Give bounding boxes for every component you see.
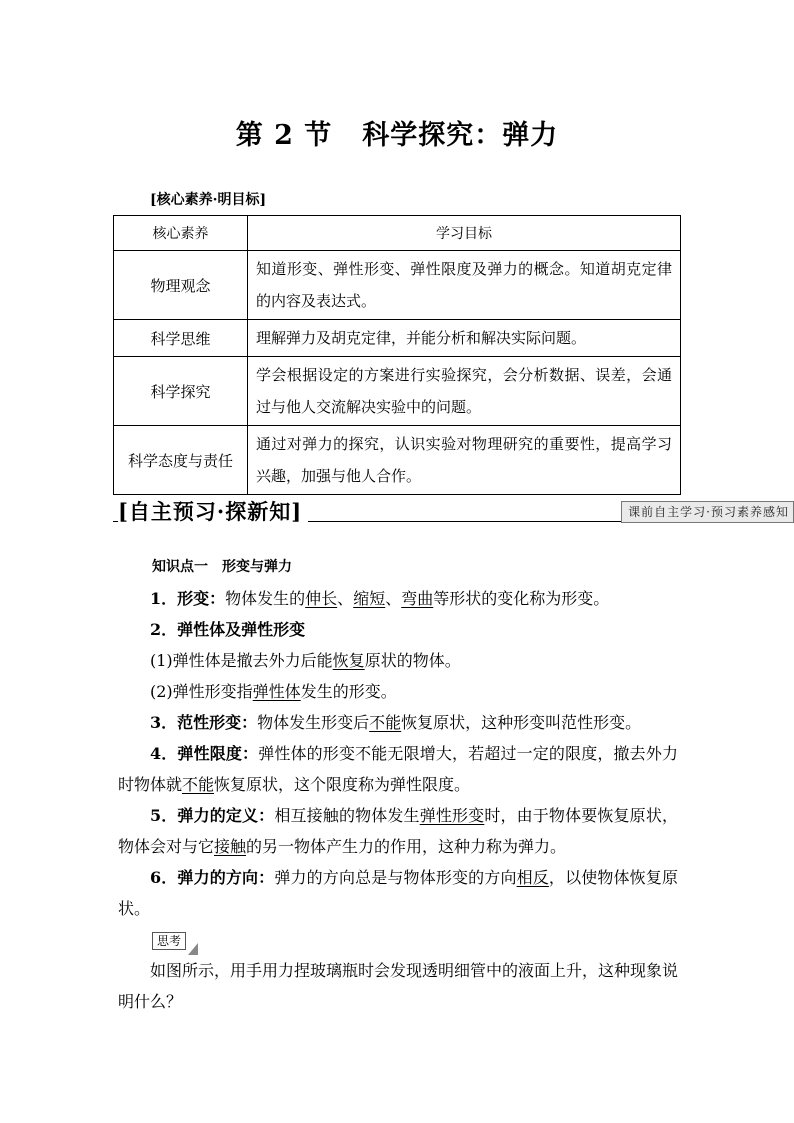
knowledge-point-title: 知识点一 形变与弹力 [152, 559, 292, 575]
column-header: 学习目标 [248, 216, 681, 251]
column-header: 核心素养 [114, 216, 248, 251]
think-question: 如图所示，用手用力捏玻璃瓶时会发现透明细管中的液面上升，这种现象说明什么？ [118, 961, 679, 1011]
literacy-name: 科学态度与责任 [114, 426, 248, 495]
literacy-name: 科学探究 [114, 357, 248, 426]
table-row [114, 357, 681, 426]
pencil-icon [188, 943, 198, 955]
table-row [114, 426, 681, 495]
table-row [114, 320, 681, 357]
paragraph-deformation: 1．形变：物体发生的伸长、缩短、弯曲等形状的变化称为形变。 [150, 589, 610, 608]
paragraph-elastic-force-direction: 6．弹力的方向：弹力的方向总是与物体形变的方向相反，以使物体恢复原状。 [118, 868, 678, 918]
learning-goal: 知道形变、弹性形变、弹性限度及弹力的概念。知道胡克定律的内容及表达式。 [248, 251, 681, 320]
table-caption: [核心素养·明目标] [150, 192, 267, 208]
learning-goal: 学会根据设定的方案进行实验探究，会分析数据、误差，会通过与他人交流解决实验中的问题。 [248, 357, 681, 426]
learning-goal: 理解弹力及胡克定律，并能分析和解决实际问题。 [248, 320, 681, 357]
lesson-content [118, 552, 678, 1017]
literacy-name: 物理观念 [114, 251, 248, 320]
section-tag: 课前自主学习·预习素养感知 [621, 501, 794, 523]
paragraph-plastic-deformation: 3．范性形变：物体发生形变后不能恢复原状，这种形变叫范性形变。 [150, 713, 642, 732]
table-row [114, 251, 681, 320]
think-row [118, 924, 678, 955]
paragraph-elastic-body: 2．弹性体及弹性形变 [150, 620, 306, 639]
paragraph-elastic-limit: 4．弹性限度：弹性体的形变不能无限增大，若超过一定的限度，撤去外力时物体就不能恢复原状，这个限度称为弹性限度。 [118, 744, 678, 794]
page-title: 第 2 节 科学探究：弹力 [235, 120, 559, 151]
core-literacy-table [113, 215, 681, 495]
paragraph-elastic-force-def: 5．弹力的定义：相互接触的物体发生弹性形变时，由于物体要恢复原状，物体会对与它接触的另一物体产生力的作用，这种力称为弹力。 [118, 806, 678, 856]
paragraph-elastic-body-def: (1)弹性体是撤去外力后能恢复原状的物体。 [150, 651, 461, 670]
think-label: 思考 [152, 932, 186, 950]
section-header [113, 496, 794, 526]
paragraph-elastic-deformation-def: (2)弹性形变指弹性体发生的形变。 [150, 682, 397, 701]
table-header-row [114, 216, 681, 251]
literacy-name: 科学思维 [114, 320, 248, 357]
section-title: [自主预习·探新知] [118, 496, 308, 526]
learning-goal: 通过对弹力的探究，认识实验对物理研究的重要性，提高学习兴趣，加强与他人合作。 [248, 426, 681, 495]
